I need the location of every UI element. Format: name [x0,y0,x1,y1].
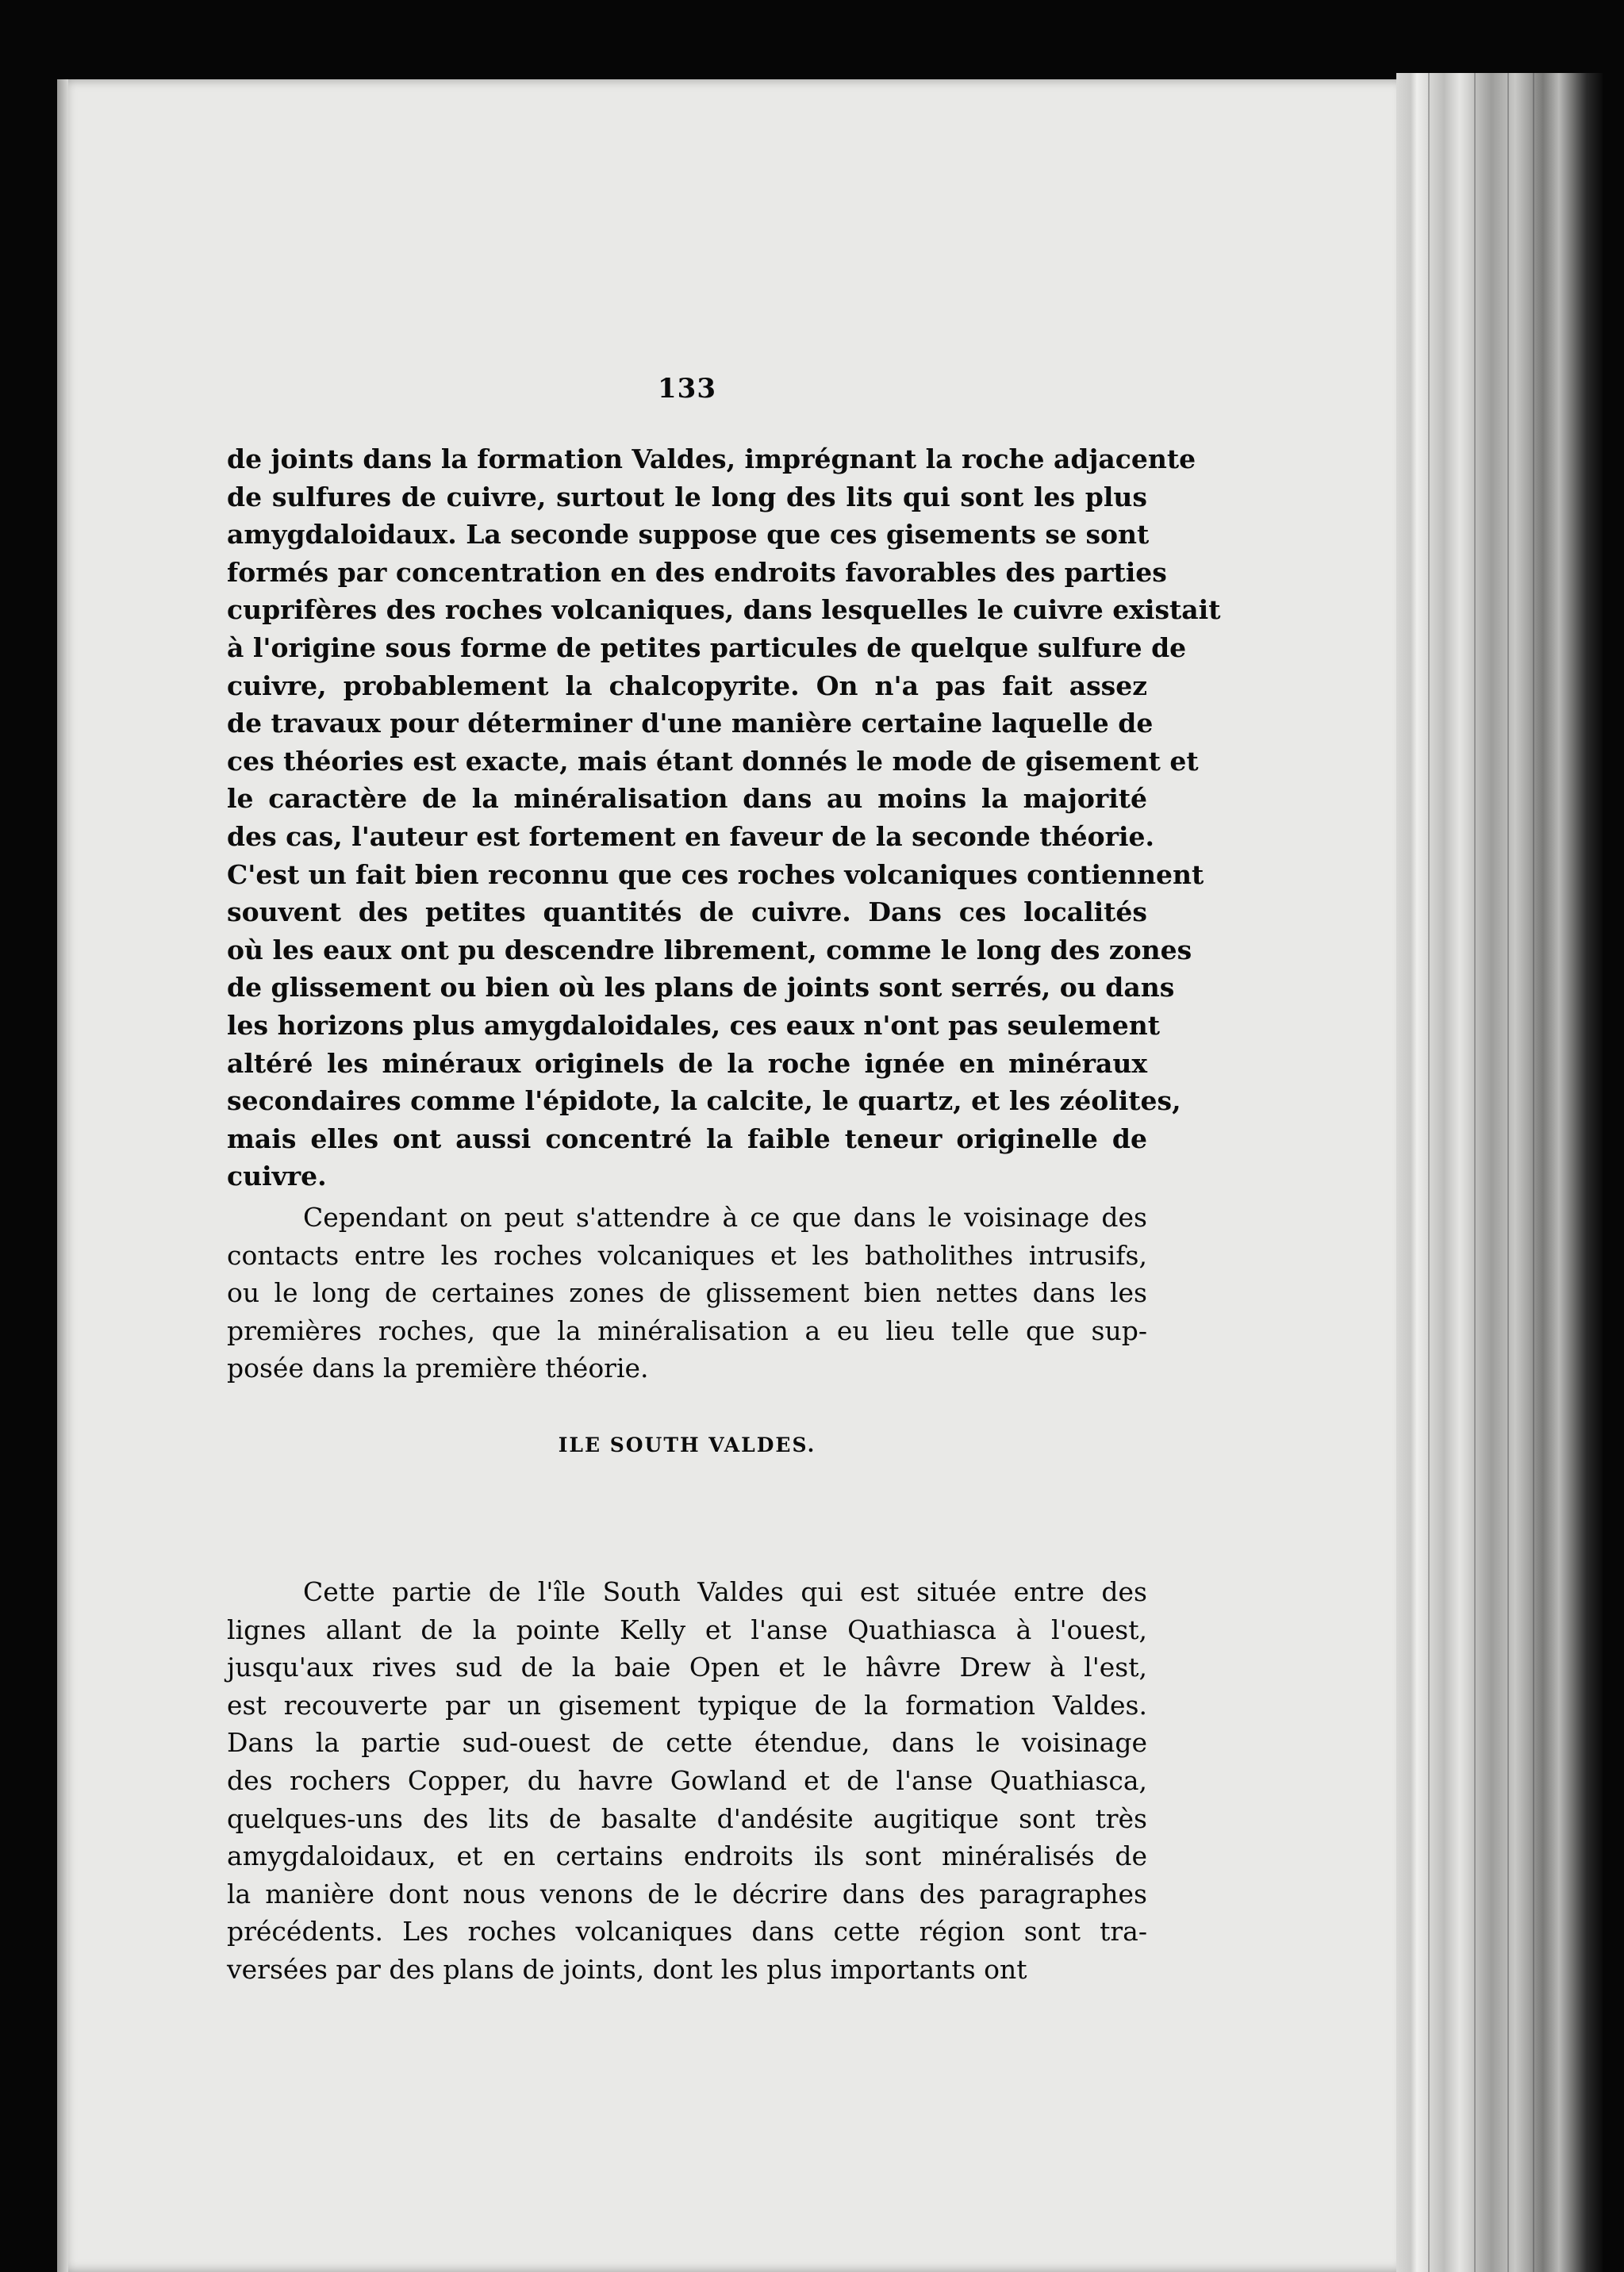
text-line: Dans la partie sud-ouest de cette étendue, dans le voisinage [227,1727,1147,1759]
text-line: est recouverte par un gisement typique de la formation Valdes. [227,1689,1147,1721]
text-line: précédents. Les roches volcaniques dans cette région sont tra- [227,1916,1147,1948]
text-line: le caractère de la minéralisation dans au moins la majorité [227,783,1147,815]
text-line: formés par concentration en des endroits favorables des parties [227,556,1167,588]
text-line: contacts entre les roches volcaniques et les batholithes intrusifs, [227,1239,1147,1271]
text-line: amygdaloidaux. La seconde suppose que ces gisements se sont [227,519,1150,551]
stack-line [1428,73,1430,2272]
text-line: versées par des plans de joints, dont les plus importants ont [227,1953,1027,1985]
text-line: altéré les minéraux originels de la roche ignée en minéraux [227,1047,1147,1079]
text-line: de joints dans la formation Valdes, imprégnant la roche adjacente [227,443,1196,474]
section-heading: ILE SOUTH VALDES. [558,1433,816,1456]
text-line: souvent des petites quantités de cuivre. Dans ces localités [227,896,1147,928]
text-line: des rochers Copper, du havre Gowland et de l'anse Quathiasca, [227,1764,1147,1796]
text-line: à l'origine sous forme de petites particules de quelque sulfure de [227,631,1187,663]
text-line: amygdaloidaux, et en certains endroits ils sont minéralisés de [227,1840,1147,1872]
stack-line [1533,73,1534,2272]
text-line: ces théories est exacte, mais étant donnés le mode de gisement et [227,745,1199,777]
text-line: mais elles ont aussi concentré la faible teneur originelle de [227,1123,1147,1154]
text-line: secondaires comme l'épidote, la calcite, le quartz, et les zéolites, [227,1085,1181,1117]
text-line: premières roches, que la minéralisation a eu lieu telle que sup- [227,1314,1147,1346]
page-stack-edge [1396,73,1603,2272]
stack-line [1474,73,1476,2272]
text-line: de glissement ou bien où les plans de joints sont serrés, ou dans [227,972,1175,1004]
text-line: ou le long de certaines zones de glissement bien nettes dans les [227,1277,1147,1309]
page-number: 133 [658,373,716,405]
text-line: de travaux pour déterminer d'une manière certaine laquelle de [227,708,1154,739]
paragraph-1 [227,440,1221,1195]
text-line: C'est un fait bien reconnu que ces roches volcaniques contiennent [227,858,1204,890]
text-line: où les eaux ont pu descendre librement, comme le long des zones [227,934,1192,965]
text-line: cuivre, probablement la chalcopyrite. On n'a pas fait assez [227,670,1147,701]
text-line: lignes allant de la pointe Kelly et l'anse Quathiasca à l'ouest, [227,1614,1147,1645]
text-line: des cas, l'auteur est fortement en faveur de la seconde théorie. [227,820,1155,852]
paragraph-3 [227,1573,1147,1989]
text-line: de sulfures de cuivre, surtout le long des lits qui sont les plus [227,481,1147,512]
book-page [57,79,1396,2272]
text-line: les horizons plus amygdaloidales, ces eaux n'ont pas seulement [227,1009,1160,1041]
text-line: jusqu'aux rives sud de la baie Open et le hâvre Drew à l'est, [227,1652,1147,1683]
text-line: cuivre. [227,1161,327,1192]
paragraph-2 [227,1199,1147,1387]
text-line: quelques-uns des lits de basalte d'andésite augitique sont très [227,1802,1147,1834]
text-line: la manière dont nous venons de le décrire dans des paragraphes [227,1878,1147,1909]
stack-line [1507,73,1509,2272]
text-line: Cette partie de l'île South Valdes qui est située entre des [303,1576,1147,1607]
text-line: cuprifères des roches volcaniques, dans lesquelles le cuivre existait [227,594,1221,626]
text-line: Cependant on peut s'attendre à ce que dans le voisinage des [303,1202,1147,1233]
page-gutter-shadow [57,79,68,2272]
text-line: posée dans la première théorie. [227,1353,649,1384]
